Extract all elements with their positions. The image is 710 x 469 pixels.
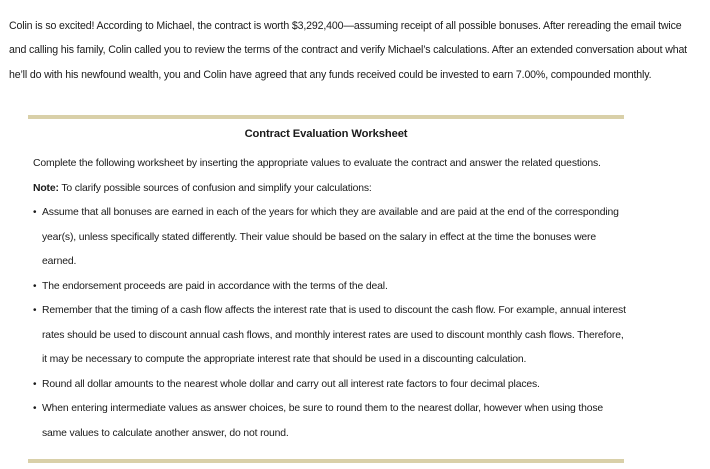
bullet-icon: • <box>33 207 37 218</box>
intro-paragraph: Colin is so excited! According to Michael, the contract is worth $3,292,400—assuming receipt of all possible bonuses. After rereading the email twice and calling his family, Colin called you to review the terms of the contract and verify Michael’s calculations. After an extended conversation about what he’ll do with his newfound wealth, you and Colin have agreed that any funds received could be invested to earn 7.00%, compounded monthly. <box>9 19 687 81</box>
list-item <box>33 373 628 398</box>
list-item-text: The endorsement proceeds are paid in accordance with the terms of the deal. <box>42 280 388 292</box>
list-item <box>33 275 628 300</box>
list-item <box>33 397 628 446</box>
worksheet-note <box>33 177 633 202</box>
assumptions-list <box>33 201 633 446</box>
list-item-text: Round all dollar amounts to the nearest whole dollar and carry out all interest rate factors to four decimal places. <box>42 378 540 390</box>
list-item-text: When entering intermediate values as answer choices, be sure to round them to the nearest dollar, however when using those same values to calculate another answer, do not round. <box>42 403 604 439</box>
worksheet-body <box>33 152 633 446</box>
list-item <box>33 201 628 275</box>
bullet-icon: • <box>33 305 37 316</box>
worksheet-instruction: Complete the following worksheet by inserting the appropriate values to evaluate the contract and answer the related questions. <box>33 158 601 169</box>
list-item-text: Remember that the timing of a cash flow affects the interest rate that is used to discount the cash flow. For example, annual interest rates should be used to discount annual cash flows, and monthly interest rates are used to discount monthly cash flows. Therefore, it may be necessary to compute the appropriate interest rate that should be used in a discounting calculation. <box>42 305 626 365</box>
note-text: To clarify possible sources of confusion and simplify your calculations: <box>58 182 372 194</box>
worksheet-title: Contract Evaluation Worksheet <box>244 128 408 140</box>
worksheet-bottom-rule <box>28 459 624 463</box>
list-item <box>33 299 628 373</box>
worksheet-top-rule <box>28 115 624 119</box>
bullet-icon: • <box>33 280 37 292</box>
bullet-icon: • <box>33 378 37 390</box>
note-label: Note: <box>33 182 59 194</box>
bullet-icon: • <box>33 403 37 414</box>
list-item-text: Assume that all bonuses are earned in each of the years for which they are available and are paid at the end of the corresponding year(s), unless specifically stated differently. Their value should be based on the salary in effect at the time the bonuses were earned. <box>42 207 619 267</box>
